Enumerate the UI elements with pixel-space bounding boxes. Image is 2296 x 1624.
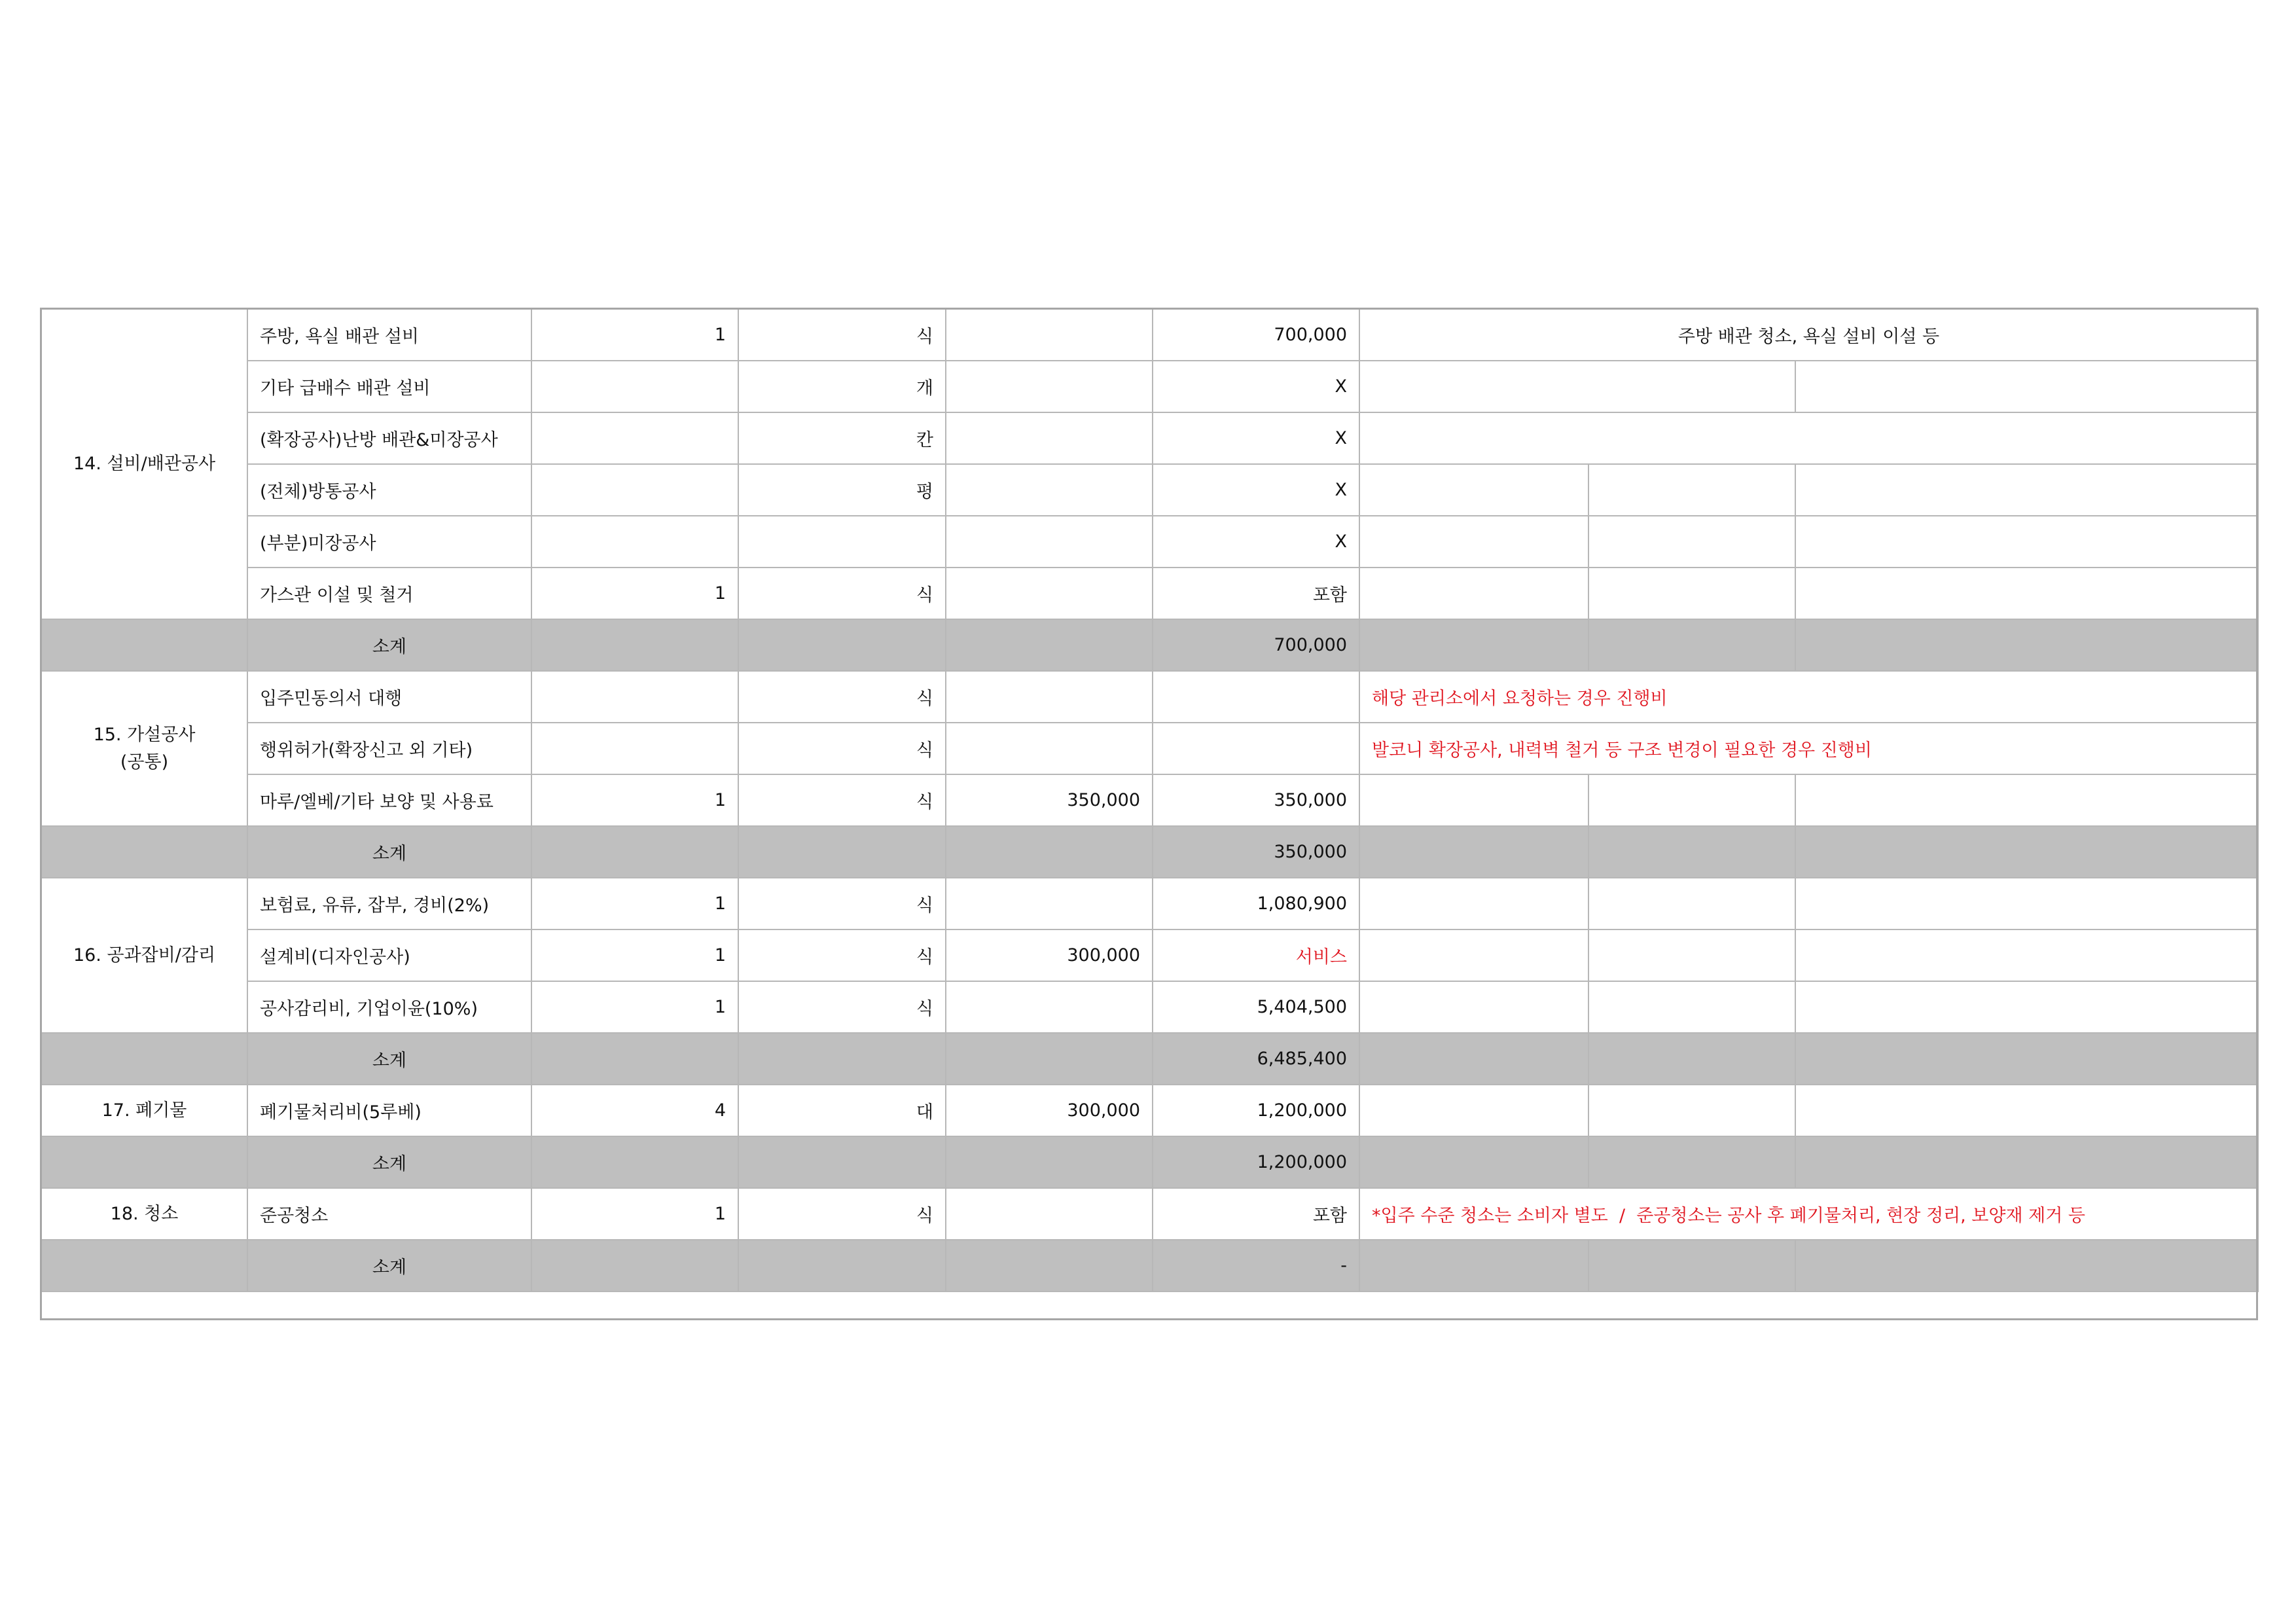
item-cell: 설계비(디자인공사) bbox=[247, 929, 531, 981]
item-cell: 입주민동의서 대행 bbox=[247, 671, 531, 723]
note-cell bbox=[1588, 568, 1795, 619]
price-cell: 300,000 bbox=[946, 929, 1153, 981]
unit-cell: 식 bbox=[738, 309, 946, 361]
empty-cell bbox=[1795, 1136, 2258, 1188]
amount-cell bbox=[1153, 671, 1359, 723]
price-cell bbox=[946, 568, 1153, 619]
category-cell: 14. 설비/배관공사 bbox=[41, 309, 247, 619]
item-cell: 보험료, 유류, 잡부, 경비(2%) bbox=[247, 878, 531, 929]
empty-cell bbox=[1588, 1240, 1795, 1291]
subtotal-label: 소계 bbox=[247, 619, 531, 671]
note-cell bbox=[1795, 1085, 2258, 1136]
category-line: 15. 가설공사 bbox=[93, 724, 196, 745]
note-cell bbox=[1588, 1085, 1795, 1136]
price-cell: 350,000 bbox=[946, 774, 1153, 826]
item-cell: 가스관 이설 및 철거 bbox=[247, 568, 531, 619]
unit-cell: 식 bbox=[738, 929, 946, 981]
note-cell bbox=[1588, 929, 1795, 981]
amount-cell: X bbox=[1153, 412, 1359, 464]
note-cell bbox=[1795, 516, 2258, 568]
category-cell: 18. 청소 bbox=[41, 1188, 247, 1240]
note-cell bbox=[1359, 981, 1588, 1033]
amount-cell bbox=[1153, 723, 1359, 774]
empty-cell bbox=[1359, 1033, 1588, 1085]
qty-cell bbox=[531, 516, 738, 568]
empty-cell bbox=[1588, 619, 1795, 671]
table-row bbox=[41, 464, 2258, 516]
note-cell bbox=[1359, 774, 1588, 826]
table-row bbox=[41, 568, 2258, 619]
subtotal-amount: 700,000 bbox=[1153, 619, 1359, 671]
empty-cell bbox=[531, 1033, 738, 1085]
estimate-sheet bbox=[41, 308, 2257, 1292]
note-cell bbox=[1588, 516, 1795, 568]
subtotal-row bbox=[41, 826, 2258, 878]
note-cell bbox=[1795, 929, 2258, 981]
empty-cell bbox=[531, 826, 738, 878]
note-cell bbox=[1359, 464, 1588, 516]
category-cell bbox=[41, 619, 247, 671]
subtotal-amount: 1,200,000 bbox=[1153, 1136, 1359, 1188]
unit-cell: 식 bbox=[738, 671, 946, 723]
table-row bbox=[41, 516, 2258, 568]
subtotal-row bbox=[41, 1136, 2258, 1188]
note-cell: *입주 수준 청소는 소비자 별도 / 준공청소는 공사 후 폐기물처리, 현장 정리, 보양재 제거 등 bbox=[1359, 1188, 2258, 1240]
note-cell bbox=[1359, 361, 1795, 412]
empty-cell bbox=[1359, 1240, 1588, 1291]
empty-cell bbox=[1795, 826, 2258, 878]
empty-cell bbox=[738, 826, 946, 878]
amount-cell: 5,404,500 bbox=[1153, 981, 1359, 1033]
price-cell bbox=[946, 412, 1153, 464]
empty-cell bbox=[738, 1033, 946, 1085]
unit-cell: 식 bbox=[738, 774, 946, 826]
note-cell bbox=[1588, 774, 1795, 826]
empty-cell bbox=[1588, 826, 1795, 878]
item-cell: (부분)미장공사 bbox=[247, 516, 531, 568]
subtotal-label: 소계 bbox=[247, 1033, 531, 1085]
table-row bbox=[41, 412, 2258, 464]
price-cell bbox=[946, 981, 1153, 1033]
item-cell: 마루/엘베/기타 보양 및 사용료 bbox=[247, 774, 531, 826]
amount-cell: 포함 bbox=[1153, 1188, 1359, 1240]
subtotal-amount: 350,000 bbox=[1153, 826, 1359, 878]
qty-cell: 1 bbox=[531, 309, 738, 361]
category-line: (공통) bbox=[120, 751, 169, 772]
qty-cell: 1 bbox=[531, 981, 738, 1033]
unit-cell: 칸 bbox=[738, 412, 946, 464]
item-cell: (확장공사)난방 배관&미장공사 bbox=[247, 412, 531, 464]
table-row bbox=[41, 309, 2258, 361]
category-cell: 16. 공과잡비/감리 bbox=[41, 878, 247, 1033]
unit-cell: 식 bbox=[738, 1188, 946, 1240]
price-cell bbox=[946, 878, 1153, 929]
unit-cell: 대 bbox=[738, 1085, 946, 1136]
qty-cell: 1 bbox=[531, 774, 738, 826]
price-cell bbox=[946, 723, 1153, 774]
amount-cell: 포함 bbox=[1153, 568, 1359, 619]
qty-cell: 1 bbox=[531, 568, 738, 619]
subtotal-label: 소계 bbox=[247, 826, 531, 878]
unit-cell bbox=[738, 516, 946, 568]
qty-cell: 1 bbox=[531, 1188, 738, 1240]
empty-cell bbox=[946, 1136, 1153, 1188]
amount-cell: X bbox=[1153, 516, 1359, 568]
empty-cell bbox=[738, 1136, 946, 1188]
price-cell bbox=[946, 516, 1153, 568]
empty-cell bbox=[1588, 1136, 1795, 1188]
table-row bbox=[41, 929, 2258, 981]
note-cell bbox=[1795, 361, 2258, 412]
qty-cell: 4 bbox=[531, 1085, 738, 1136]
price-cell bbox=[946, 464, 1153, 516]
price-cell: 300,000 bbox=[946, 1085, 1153, 1136]
qty-cell bbox=[531, 412, 738, 464]
empty-cell bbox=[1795, 1033, 2258, 1085]
note-cell bbox=[1588, 878, 1795, 929]
note-cell bbox=[1795, 774, 2258, 826]
table-row bbox=[41, 361, 2258, 412]
qty-cell bbox=[531, 464, 738, 516]
empty-cell bbox=[946, 619, 1153, 671]
table-row bbox=[41, 981, 2258, 1033]
empty-cell bbox=[1795, 1240, 2258, 1291]
empty-cell bbox=[1359, 826, 1588, 878]
note-cell bbox=[1795, 568, 2258, 619]
category-cell bbox=[41, 1240, 247, 1291]
subtotal-label: 소계 bbox=[247, 1136, 531, 1188]
amount-cell: 350,000 bbox=[1153, 774, 1359, 826]
amount-cell: 700,000 bbox=[1153, 309, 1359, 361]
note-cell bbox=[1795, 981, 2258, 1033]
subtotal-row bbox=[41, 1240, 2258, 1291]
item-cell: (전체)방통공사 bbox=[247, 464, 531, 516]
qty-cell bbox=[531, 671, 738, 723]
note-cell bbox=[1359, 516, 1588, 568]
subtotal-row bbox=[41, 619, 2258, 671]
qty-cell bbox=[531, 361, 738, 412]
empty-cell bbox=[946, 1240, 1153, 1291]
table-row bbox=[41, 671, 2258, 723]
subtotal-label: 소계 bbox=[247, 1240, 531, 1291]
qty-cell: 1 bbox=[531, 878, 738, 929]
empty-cell bbox=[1795, 619, 2258, 671]
price-cell bbox=[946, 1188, 1153, 1240]
category-cell bbox=[41, 1033, 247, 1085]
empty-cell bbox=[531, 1136, 738, 1188]
price-cell bbox=[946, 361, 1153, 412]
amount-cell: X bbox=[1153, 464, 1359, 516]
amount-cell: 서비스 bbox=[1153, 929, 1359, 981]
item-cell: 준공청소 bbox=[247, 1188, 531, 1240]
note-cell bbox=[1359, 1085, 1588, 1136]
note-cell bbox=[1359, 412, 2258, 464]
item-cell: 기타 급배수 배관 설비 bbox=[247, 361, 531, 412]
item-cell: 주방, 욕실 배관 설비 bbox=[247, 309, 531, 361]
price-cell bbox=[946, 671, 1153, 723]
empty-cell bbox=[738, 619, 946, 671]
note-cell: 주방 배관 청소, 욕실 설비 이설 등 bbox=[1359, 309, 2258, 361]
note-cell bbox=[1359, 929, 1588, 981]
price-cell bbox=[946, 309, 1153, 361]
unit-cell: 평 bbox=[738, 464, 946, 516]
amount-cell: 1,080,900 bbox=[1153, 878, 1359, 929]
table-row bbox=[41, 774, 2258, 826]
qty-cell bbox=[531, 723, 738, 774]
table-row bbox=[41, 723, 2258, 774]
amount-cell: X bbox=[1153, 361, 1359, 412]
unit-cell: 개 bbox=[738, 361, 946, 412]
unit-cell: 식 bbox=[738, 981, 946, 1033]
empty-cell bbox=[531, 1240, 738, 1291]
subtotal-amount: - bbox=[1153, 1240, 1359, 1291]
category-cell: 17. 폐기물 bbox=[41, 1085, 247, 1136]
note-cell: 해당 관리소에서 요청하는 경우 진행비 bbox=[1359, 671, 2258, 723]
table-row bbox=[41, 1188, 2258, 1240]
category-cell bbox=[41, 826, 247, 878]
note-cell bbox=[1795, 878, 2258, 929]
empty-cell bbox=[1359, 619, 1588, 671]
subtotal-amount: 6,485,400 bbox=[1153, 1033, 1359, 1085]
category-cell bbox=[41, 1136, 247, 1188]
item-cell: 행위허가(확장신고 외 기타) bbox=[247, 723, 531, 774]
table-row bbox=[41, 878, 2258, 929]
empty-cell bbox=[531, 619, 738, 671]
category-cell bbox=[41, 671, 247, 826]
amount-cell: 1,200,000 bbox=[1153, 1085, 1359, 1136]
note-cell bbox=[1588, 981, 1795, 1033]
empty-cell bbox=[946, 1033, 1153, 1085]
empty-cell bbox=[1588, 1033, 1795, 1085]
empty-cell bbox=[1359, 1136, 1588, 1188]
item-cell: 폐기물처리비(5루베) bbox=[247, 1085, 531, 1136]
empty-cell bbox=[946, 826, 1153, 878]
unit-cell: 식 bbox=[738, 723, 946, 774]
item-cell: 공사감리비, 기업이윤(10%) bbox=[247, 981, 531, 1033]
empty-cell bbox=[738, 1240, 946, 1291]
note-cell: 발코니 확장공사, 내력벽 철거 등 구조 변경이 필요한 경우 진행비 bbox=[1359, 723, 2258, 774]
note-cell bbox=[1795, 464, 2258, 516]
note-cell bbox=[1588, 464, 1795, 516]
note-cell bbox=[1359, 878, 1588, 929]
unit-cell: 식 bbox=[738, 878, 946, 929]
table-row bbox=[41, 1085, 2258, 1136]
note-cell bbox=[1359, 568, 1588, 619]
subtotal-row bbox=[41, 1033, 2258, 1085]
estimate-table bbox=[41, 308, 2259, 1292]
qty-cell: 1 bbox=[531, 929, 738, 981]
unit-cell: 식 bbox=[738, 568, 946, 619]
